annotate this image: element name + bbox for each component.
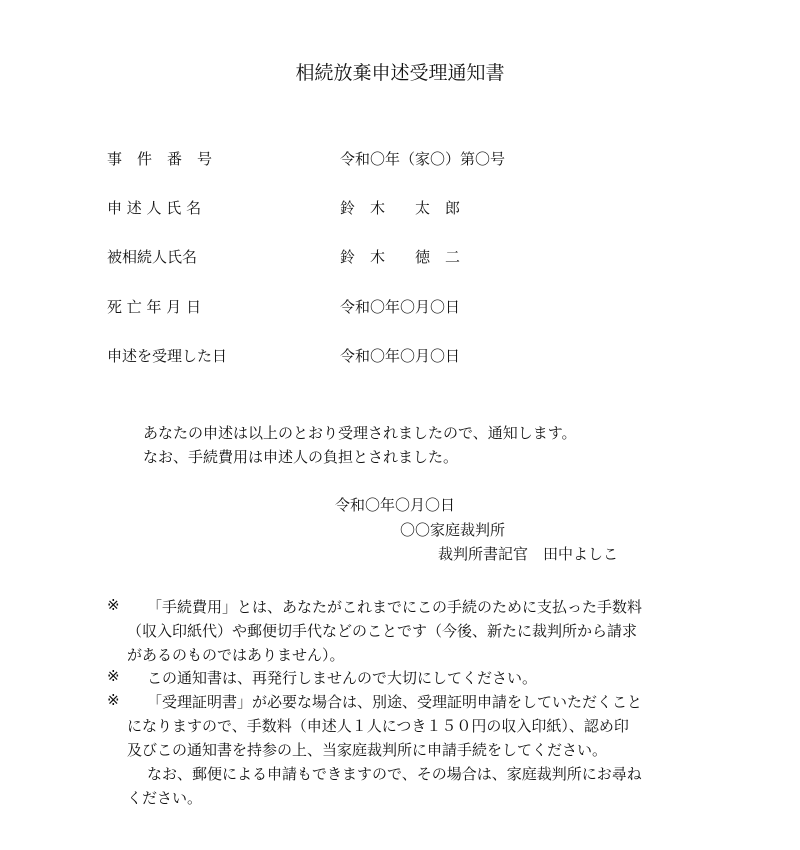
field-row-case-number [107, 148, 707, 172]
document-title: 相続放棄申述受理通知書 [295, 62, 505, 84]
field-value-applicant-name: 鈴 木 太 郎 [340, 199, 461, 217]
field-label-decedent-name: 被相続人氏名 [107, 248, 198, 266]
note-3-line-3: 及びこの通知書を持参の上、当家庭裁判所に申請手続をしてください。 [127, 741, 608, 759]
field-label-date-of-death: 死 亡 年 月 日 [107, 298, 202, 316]
note-3-line-5: ください。 [127, 789, 203, 807]
body-text-line-2: なお、手続費用は申述人の負担とされました。 [143, 448, 459, 466]
note-3-line-2: になりますので、手数料（申述人１人につき１５０円の収入印紙）、認め印 [127, 717, 629, 735]
note-3-line-4: なお、郵便による申請もできますので、その場合は、家庭裁判所にお尋ね [147, 765, 642, 783]
field-value-date-of-death: 令和〇年〇月〇日 [340, 298, 461, 316]
note-2-line-1: この通知書は、再発行しませんので大切にしてください。 [147, 669, 538, 687]
field-value-decedent-name: 鈴 木 徳 二 [340, 248, 461, 266]
field-value-case-number: 令和〇年（家〇）第〇号 [340, 150, 506, 168]
field-label-acceptance-date: 申述を受理した日 [107, 347, 228, 365]
field-row-applicant-name [107, 197, 707, 221]
note-1-line-2: （収入印紙代）や郵便切手代などのことです（今後、新たに裁判所から請求 [127, 622, 638, 640]
note-mark: ※ [107, 691, 120, 709]
note-mark: ※ [107, 596, 120, 614]
signature-date: 令和〇年〇月〇日 [335, 496, 456, 514]
signature-clerk: 裁判所書記官 田中よしこ [438, 545, 619, 563]
signature-court: 〇〇家庭裁判所 [400, 521, 506, 539]
note-1-line-1: 「手続費用」とは、あなたがこれまでにこの手続のために支払った手数料 [147, 598, 643, 616]
note-1-line-3: があるのものではありません）。 [127, 646, 345, 664]
note-3-line-1: 「受理証明書」が必要な場合は、別途、受理証明申請をしていただくこと [147, 693, 643, 711]
field-value-acceptance-date: 令和〇年〇月〇日 [340, 347, 461, 365]
field-label-case-number: 事 件 番 号 [107, 150, 213, 168]
field-row-date-of-death [107, 296, 707, 320]
field-row-acceptance-date [107, 345, 707, 369]
body-text-line-1: あなたの申述は以上のとおり受理されましたので、通知します。 [143, 424, 577, 442]
field-label-applicant-name: 申 述 人 氏 名 [107, 199, 202, 217]
field-row-decedent-name [107, 246, 707, 270]
note-mark: ※ [107, 667, 120, 685]
